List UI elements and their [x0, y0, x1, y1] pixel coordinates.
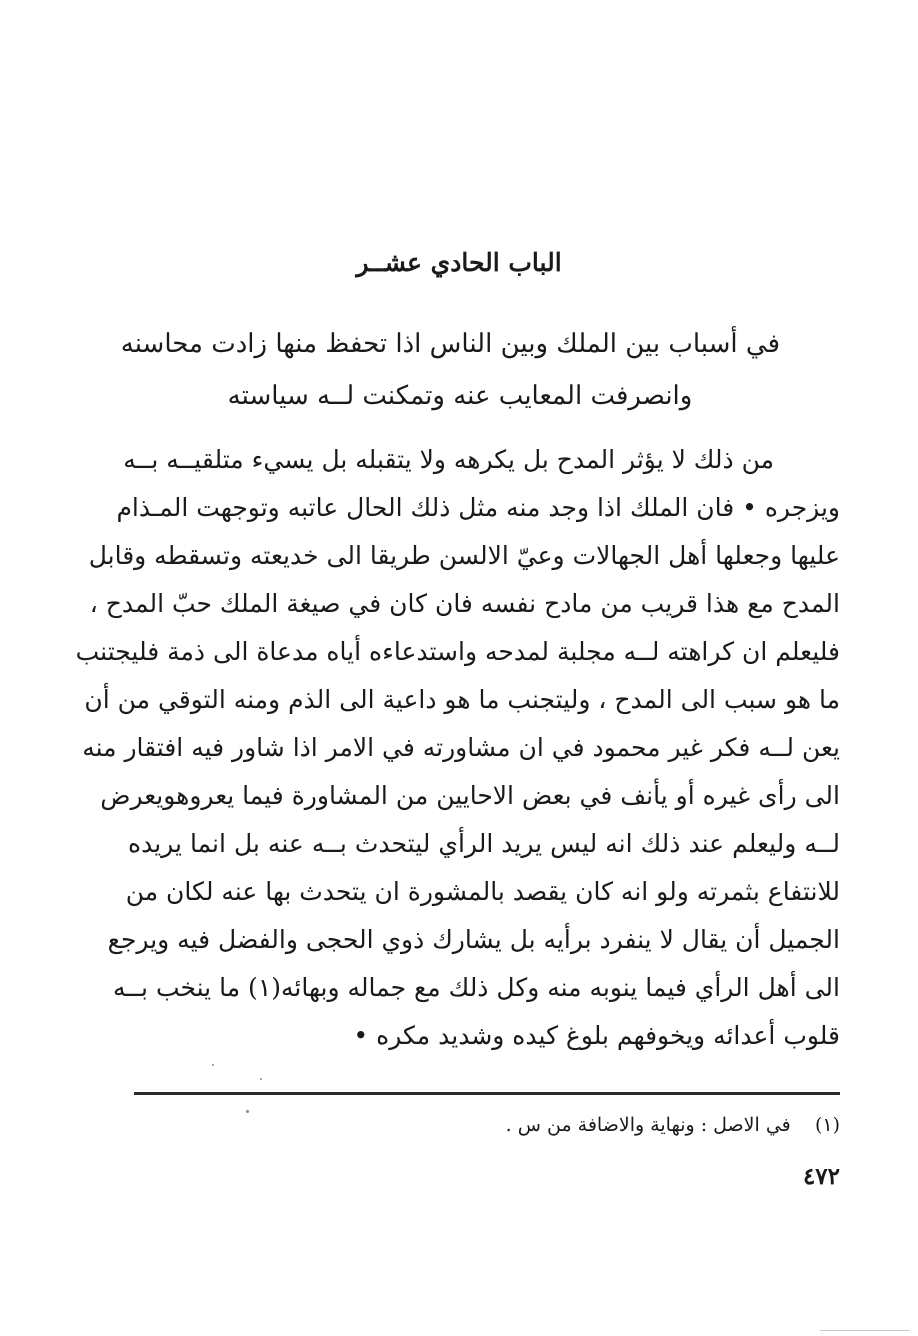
footnote-marker: (١) [814, 1114, 840, 1136]
scan-speck [246, 1110, 249, 1113]
footnote-text: في الاصل : ونهاية والاضافة من س . [505, 1114, 791, 1136]
body-line: ما هو سبب الى المدح ، وليتجنب ما هو داعية الى الذم ومنه التوقي من أن [84, 685, 840, 714]
body-line: ويزجره • فان الملك اذا وجد منه مثل ذلك الحال عاتبه وتوجهت المـذام [116, 493, 840, 522]
body-line: للانتفاع بثمرته ولو انه كان يقصد بالمشورة ان يتحدث بها عنه لكان من [125, 877, 840, 906]
footnote [200, 1110, 840, 1140]
scan-speck [820, 1330, 910, 1331]
chapter-heading: الباب الحادي عشــر [356, 248, 562, 277]
chapter-title [120, 318, 780, 422]
body-line: لــه وليعلم عند ذلك انه ليس يريد الرأي ليتحدث بــه عنه بل انما يريده [128, 829, 840, 858]
body-line: عليها وجعلها أهل الجهالات وعيّ الالسن طريقا الى خديعته وتسقطه وقابل [88, 541, 840, 570]
chapter-title-line: في أسباب بين الملك وبين الناس اذا تحفظ منها زادت محاسنه [120, 329, 780, 359]
scan-speck [260, 1078, 262, 1080]
body-line: يعن لــه فكر غير محمود في ان مشاورته في الامر اذا شاور فيه افتقار منه [82, 733, 840, 762]
body-text [75, 436, 840, 1060]
scan-speck [212, 1064, 214, 1066]
chapter-title-line: وانصرفت المعايب عنه وتمكنت لــه سياسته [227, 381, 693, 411]
body-line: من ذلك لا يؤثر المدح بل يكرهه ولا يتقبله بل يسيء متلقيــه بــه [123, 445, 774, 474]
body-line: فليعلم ان كراهته لــه مجلبة لمدحه واستدعاءه أياه مدعاة الى ذمة فليجتنب [75, 637, 840, 666]
body-line: الى أهل الرأي فيما ينوبه منه وكل ذلك مع جماله وبهائه(١) ما ينخب بــه [113, 973, 840, 1002]
body-line: الى رأى غيره أو يأنف في بعض الاحايين من المشاورة فيما يعروهويعرض [100, 781, 840, 810]
body-line: المدح مع هذا قريب من مادح نفسه فان كان في صيغة الملك حبّ المدح ، [89, 589, 840, 618]
page-number: ٤٧٢ [802, 1163, 840, 1190]
body-line: قلوب أعدائه ويخوفهم بلوغ كيده وشديد مكره • [353, 1021, 840, 1050]
body-line: الجميل أن يقال لا ينفرد برأيه بل يشارك ذوي الحجى والفضل فيه ويرجع [107, 925, 840, 954]
footnote-divider [134, 1092, 840, 1095]
